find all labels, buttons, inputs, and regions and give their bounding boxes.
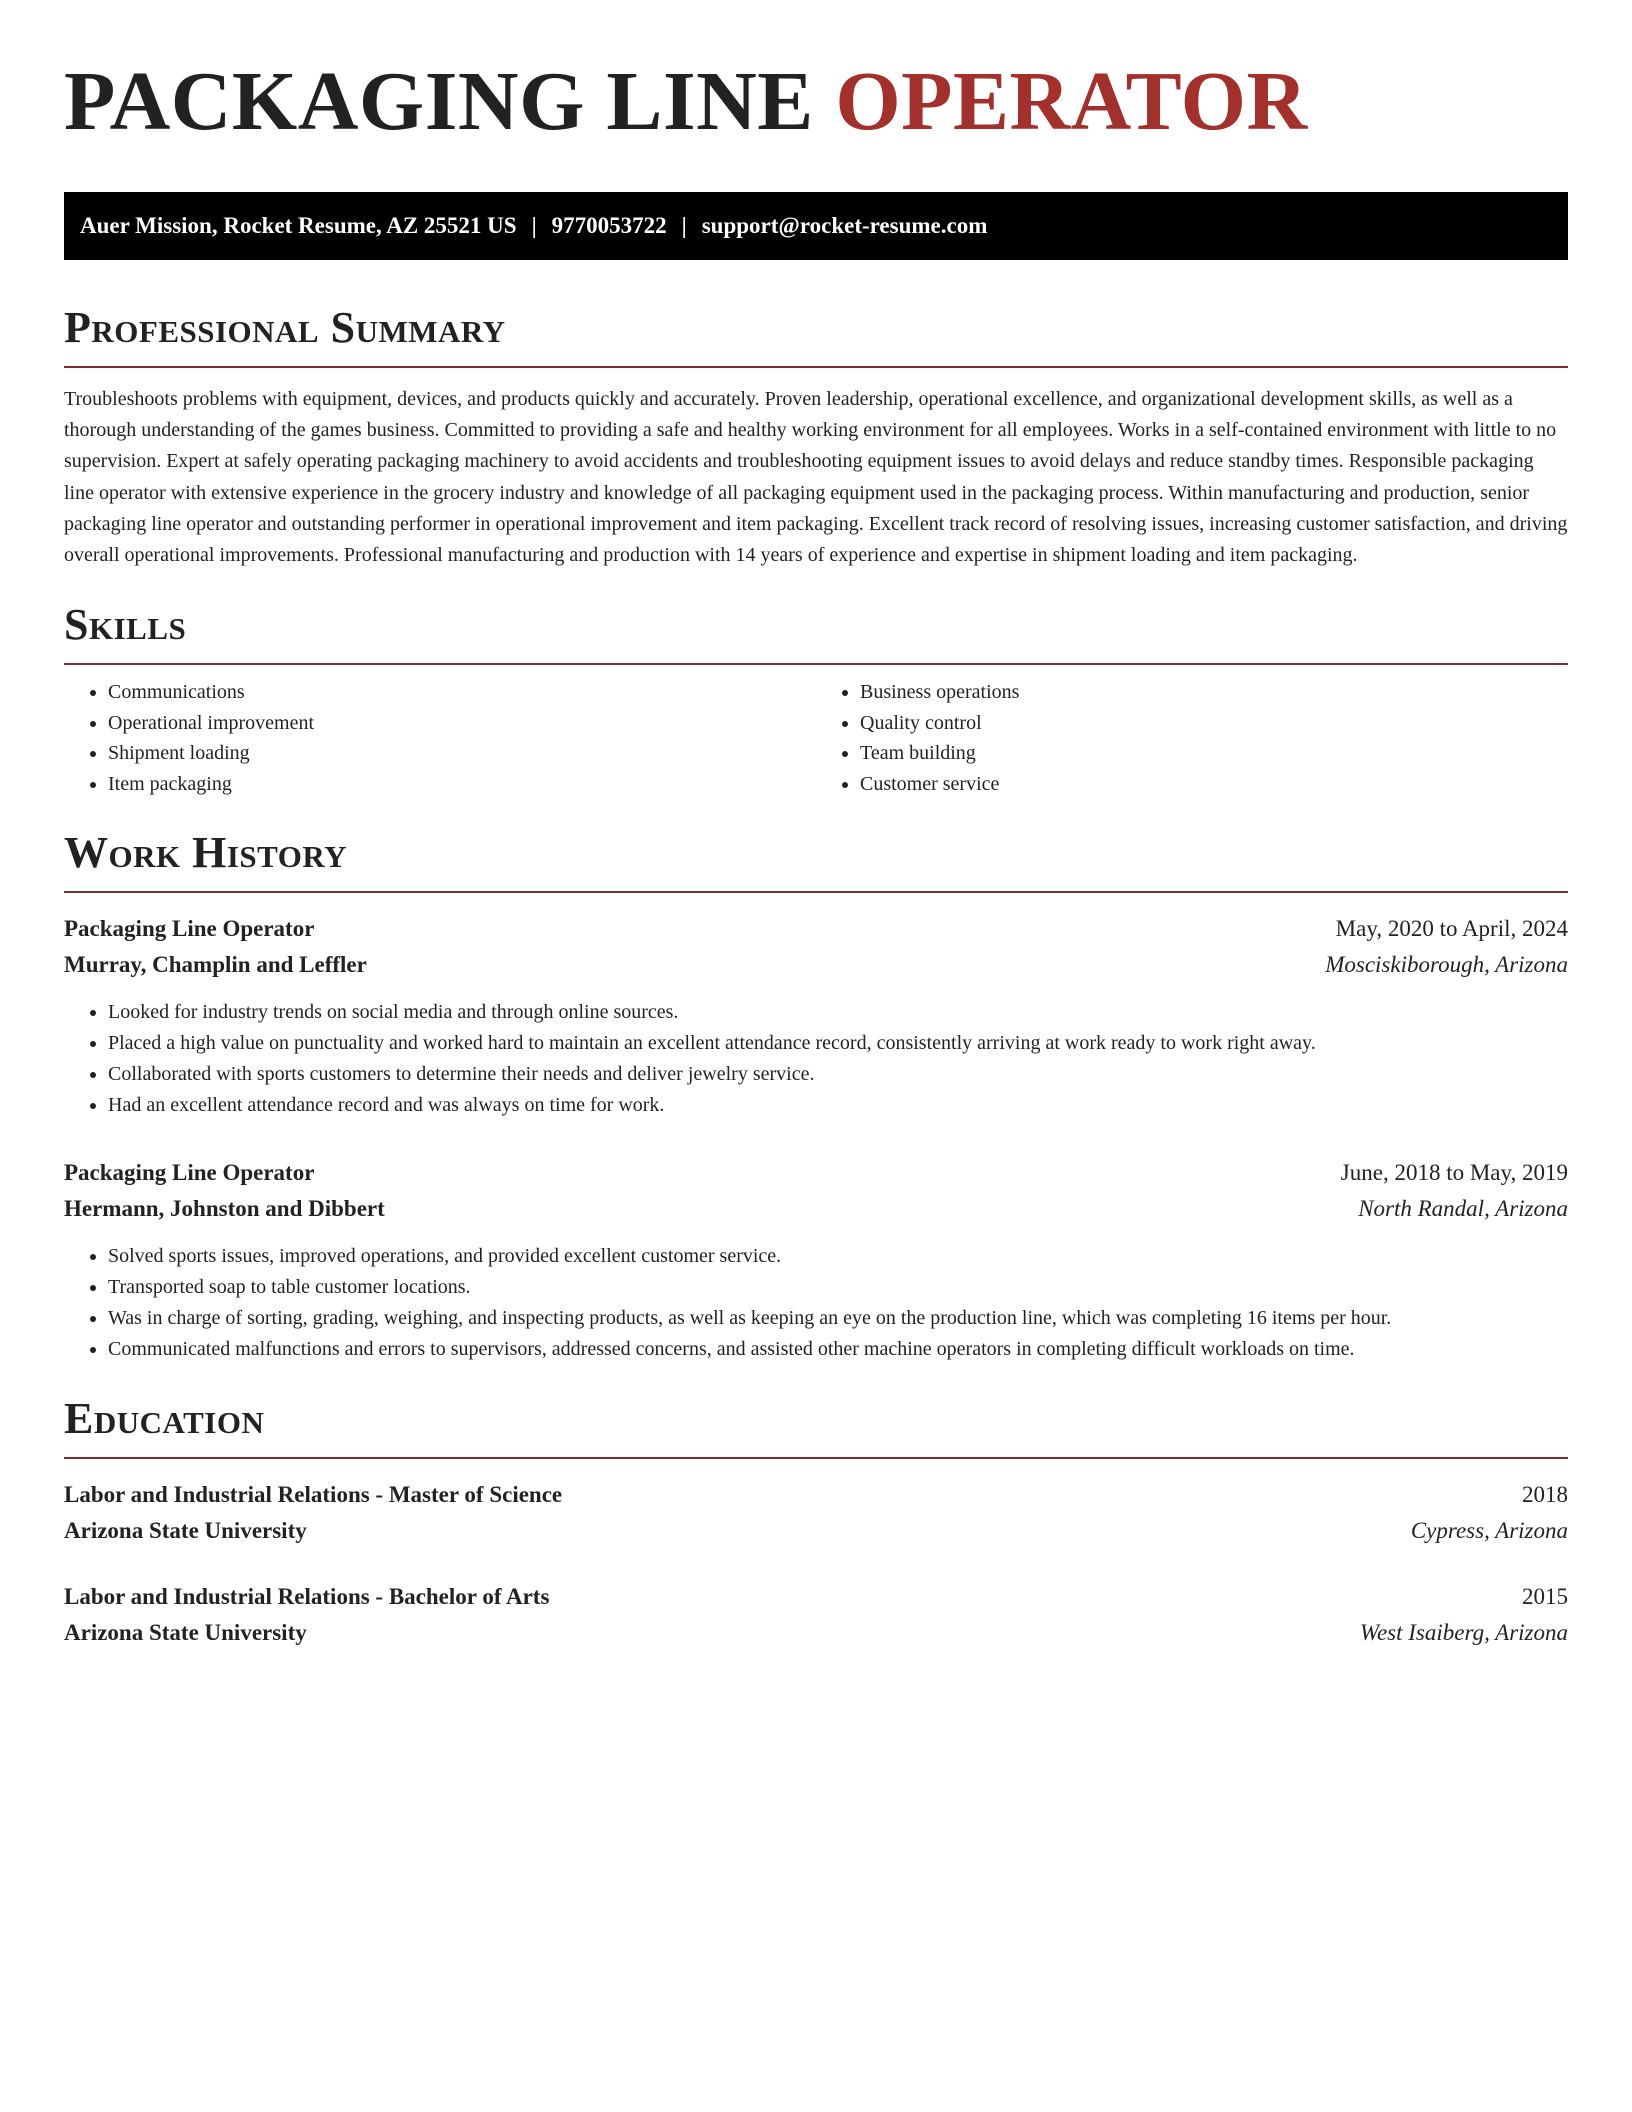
contact-bar xyxy=(64,192,1568,260)
education-entry xyxy=(64,1579,1568,1651)
education-degree: Labor and Industrial Relations - Master of Science xyxy=(64,1482,563,1508)
contact-phone: 9770053722 xyxy=(551,213,667,238)
job-bullet: • Transported soap to table customer locations. xyxy=(108,1272,1568,1303)
education-heading: Education xyxy=(64,1394,265,1444)
job-bullet: • Collaborated with sports customers to determine their needs and deliver jewelry service. xyxy=(108,1059,1568,1090)
contact-separator: | xyxy=(531,213,537,238)
education-school-row xyxy=(64,1513,1568,1549)
job-bullets xyxy=(64,1241,1568,1365)
section-divider xyxy=(64,891,1568,893)
title-main: PACKAGING LINE xyxy=(64,55,814,148)
skill-item: • Team building xyxy=(860,738,1568,769)
job-company-row xyxy=(64,1191,1568,1227)
education-section xyxy=(64,1393,1568,1651)
education-degree-row xyxy=(64,1579,1568,1615)
skill-item: • Operational improvement xyxy=(108,708,816,739)
education-degree: Labor and Industrial Relations - Bachelor of Arts xyxy=(64,1584,550,1610)
job-company: Hermann, Johnston and Dibbert xyxy=(64,1196,385,1222)
job-header-row xyxy=(64,911,1568,947)
section-divider xyxy=(64,1457,1568,1459)
title-accent: OPERATOR xyxy=(835,55,1308,148)
skills-column-right xyxy=(816,677,1568,799)
section-divider xyxy=(64,663,1568,665)
resume-title xyxy=(64,52,1568,152)
job-entry xyxy=(64,911,1568,1121)
job-company: Murray, Champlin and Leffler xyxy=(64,952,367,978)
education-year: 2015 xyxy=(1522,1584,1568,1610)
job-title: Packaging Line Operator xyxy=(64,916,315,942)
education-school: Arizona State University xyxy=(64,1620,307,1646)
job-header-row xyxy=(64,1155,1568,1191)
skill-item: • Item packaging xyxy=(108,769,816,800)
skills-heading: Skills xyxy=(64,600,187,650)
job-dates: June, 2018 to May, 2019 xyxy=(1340,1160,1568,1186)
job-bullets xyxy=(64,997,1568,1121)
contact-address: Auer Mission, Rocket Resume, AZ 25521 US xyxy=(80,213,517,238)
job-bullet: • Was in charge of sorting, grading, weighing, and inspecting products, as well as keeping an eye on the production line, which was completing 16 items per hour. xyxy=(108,1303,1568,1334)
skill-item: • Shipment loading xyxy=(108,738,816,769)
summary-section xyxy=(64,302,1568,571)
education-degree-row xyxy=(64,1477,1568,1513)
job-title: Packaging Line Operator xyxy=(64,1160,315,1186)
education-location: Cypress, Arizona xyxy=(1410,1518,1568,1544)
skill-item: • Quality control xyxy=(860,708,1568,739)
education-year: 2018 xyxy=(1522,1482,1568,1508)
skills-section xyxy=(64,599,1568,799)
education-entry xyxy=(64,1477,1568,1549)
skills-list xyxy=(64,677,1568,799)
job-entry xyxy=(64,1155,1568,1365)
skills-column-left xyxy=(64,677,816,799)
job-bullet: • Solved sports issues, improved operations, and provided excellent customer service. xyxy=(108,1241,1568,1272)
job-dates: May, 2020 to April, 2024 xyxy=(1335,916,1568,942)
job-bullet: • Had an excellent attendance record and was always on time for work. xyxy=(108,1090,1568,1121)
job-location: North Randal, Arizona xyxy=(1358,1196,1568,1222)
contact-email: support@rocket-resume.com xyxy=(701,213,988,238)
education-location: West Isaiberg, Arizona xyxy=(1359,1620,1568,1646)
skill-item: • Business operations xyxy=(860,677,1568,708)
section-divider xyxy=(64,366,1568,368)
job-bullet: • Looked for industry trends on social media and through online sources. xyxy=(108,997,1568,1028)
job-location: Mosciskiborough, Arizona xyxy=(1325,952,1568,978)
skill-item: • Customer service xyxy=(860,769,1568,800)
summary-heading: Professional Summary xyxy=(64,303,506,352)
skill-item: • Communications xyxy=(108,677,816,708)
contact-separator: | xyxy=(681,213,687,238)
work-history-heading: Work History xyxy=(64,828,348,878)
job-bullet: • Placed a high value on punctuality and worked hard to maintain an excellent attendance record, consistently arriving at work ready to work right away. xyxy=(108,1028,1568,1059)
education-school: Arizona State University xyxy=(64,1518,307,1544)
job-company-row xyxy=(64,947,1568,983)
education-school-row xyxy=(64,1615,1568,1651)
job-bullet: • Communicated malfunctions and errors to supervisors, addressed concerns, and assisted other machine operators in completing difficult workloads on time. xyxy=(108,1334,1568,1365)
work-history-section xyxy=(64,827,1568,1365)
summary-text: Troubleshoots problems with equipment, devices, and products quickly and accurately. Proven leadership, operational excellence, and organizational development skills, as well as a thorough understanding of the games business. Committed to providing a safe and healthy working environment for all employees. Works in a self-contained environment with little to no supervision. Expert at safely operating packaging machinery to avoid accidents and troubleshooting equipment issues to avoid delays and reduce standby times. Responsible packaging line operator with extensive experience in the grocery industry and knowledge of all packaging equipment used in the packaging process. Within manufacturing and production, senior packaging line operator and outstanding performer in operational improvement and item packaging. Excellent track record of resolving issues, increasing customer satisfaction, and driving overall operational improvements. Professional manufacturing and production with 14 years of experience and expertise in shipment loading and item packaging. xyxy=(64,388,1568,567)
